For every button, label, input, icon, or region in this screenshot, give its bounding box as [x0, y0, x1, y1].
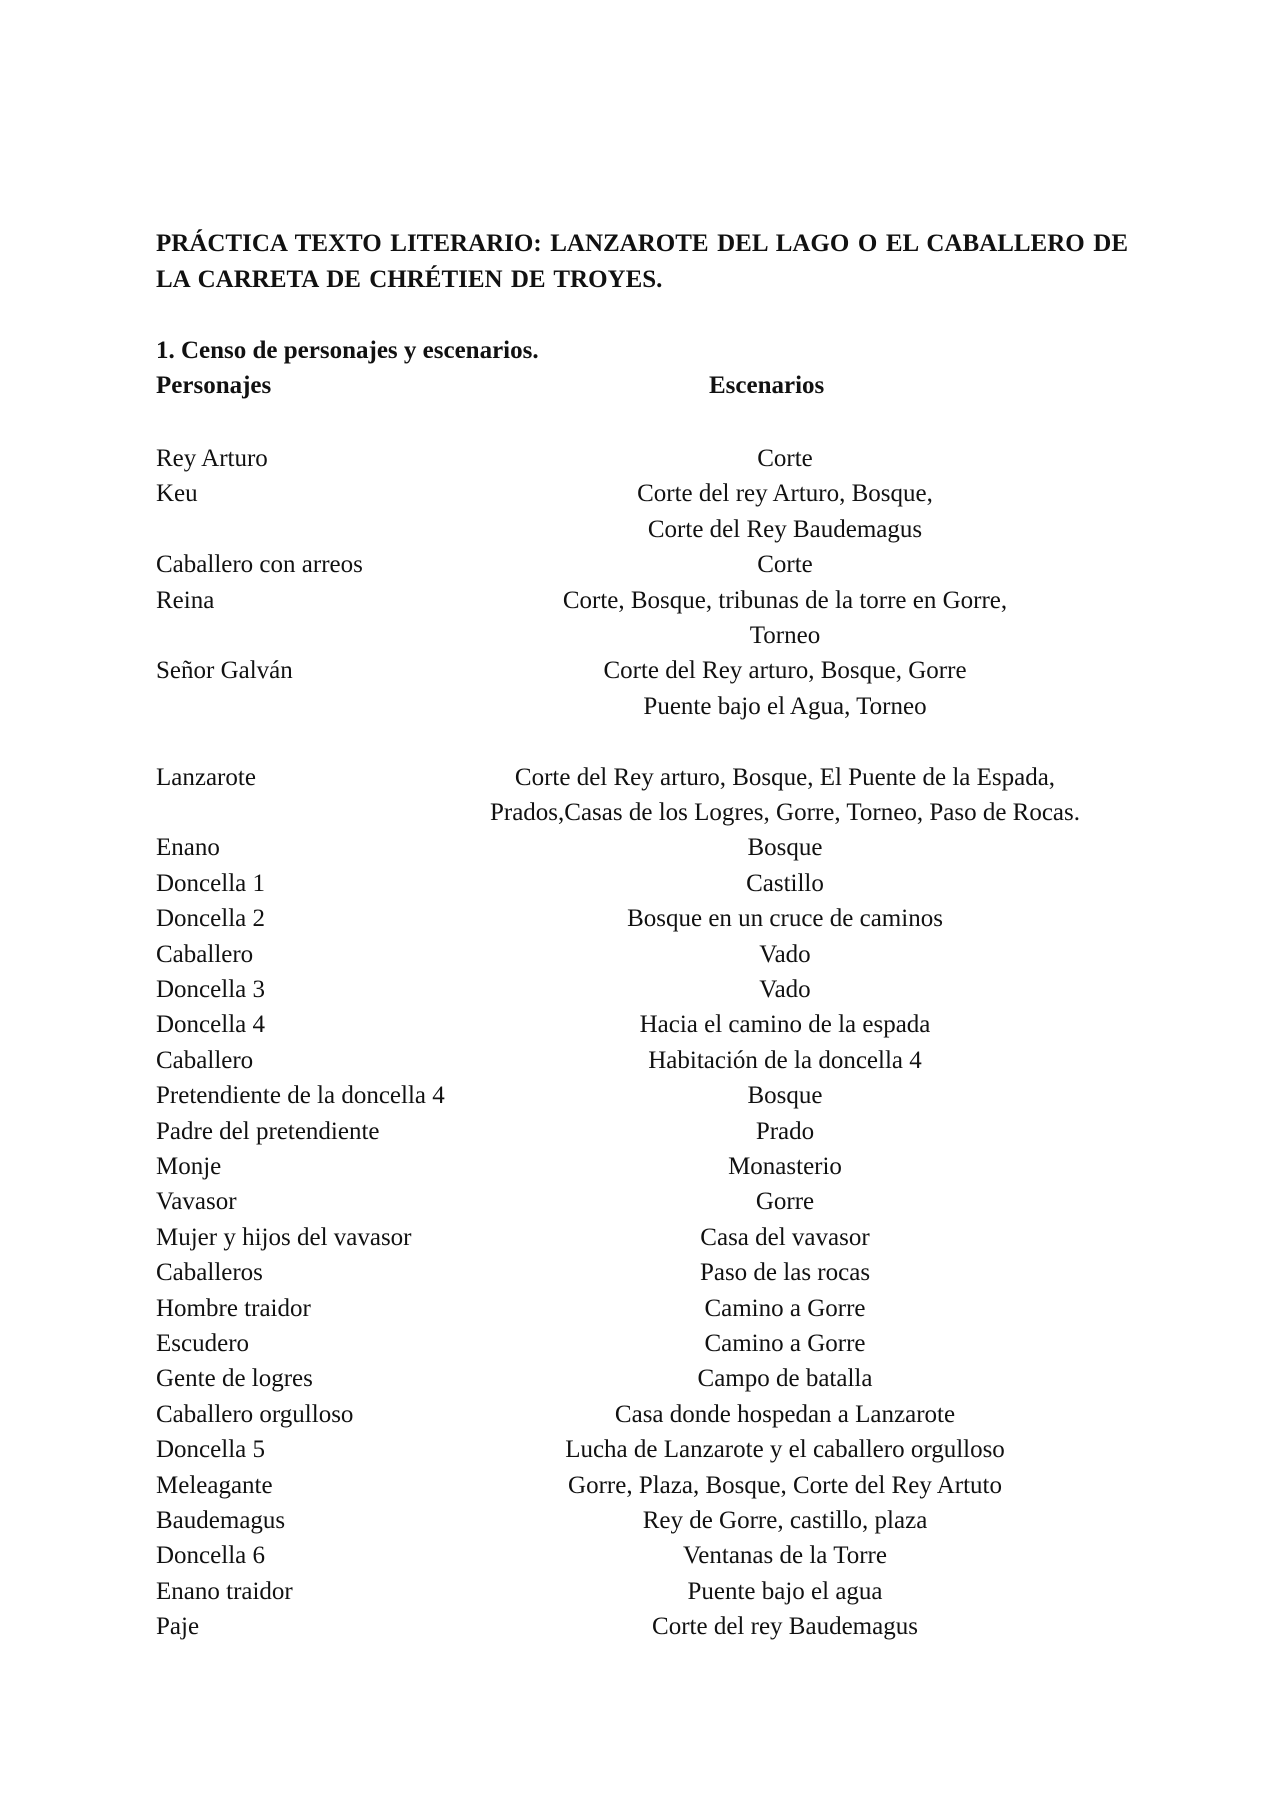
setting-cell	[420, 830, 1150, 865]
setting-line: Habitación de la doncella 4	[648, 1046, 922, 1074]
character-name: Escudero	[156, 1330, 250, 1357]
character-name: Enano traidor	[156, 1577, 293, 1605]
character-name: Caballero orgulloso	[156, 1400, 354, 1428]
setting-line: Corte	[757, 551, 813, 579]
setting-line: Corte, Bosque, tribunas de la torre en Gorre,	[562, 586, 1008, 614]
setting-line: Prado	[755, 1117, 815, 1145]
setting-line: Ventanas de la Torre	[683, 1542, 887, 1570]
setting-line: Campo de batalla	[697, 1365, 873, 1393]
character-name: Doncella 3	[156, 976, 265, 1003]
character-name: Doncella 6	[156, 1542, 265, 1570]
setting-line: Hacia el camino de la espada	[639, 1011, 931, 1039]
character-name: Doncella 2	[156, 905, 265, 933]
setting-line: Puente bajo el agua	[687, 1577, 883, 1605]
setting-line: Vado	[759, 976, 811, 1003]
setting-line: Corte del rey Baudemagus	[652, 1613, 918, 1641]
character-name: Baudemagus	[156, 1507, 286, 1534]
setting-cell	[420, 866, 1150, 901]
character-name: Gente de logres	[156, 1365, 313, 1393]
character-name: Reina	[156, 586, 215, 614]
character-name: Caballero	[156, 940, 254, 968]
document-title: PRÁCTICA TEXTO LITERARIO: LANZAROTE DEL LAGO O EL CABALLERO DE LA CARRETA DE CHRÉTIEN DE TROYES.	[156, 230, 1128, 293]
column-header-characters: Personajes	[156, 372, 272, 399]
setting-cell	[420, 653, 1150, 724]
setting-cell	[420, 1397, 1150, 1432]
setting-line: Casa del vavasor	[700, 1223, 870, 1251]
setting-cell	[420, 937, 1150, 972]
character-name: Meleagante	[156, 1471, 273, 1499]
character-name: Monje	[156, 1153, 222, 1180]
character-name: Lanzarote	[156, 763, 256, 791]
setting-cell	[420, 1574, 1150, 1609]
setting-line: Casa donde hospedan a Lanzarote	[614, 1400, 956, 1428]
setting-line: Bosque	[747, 834, 823, 862]
setting-line: Corte del rey Arturo, Bosque,	[637, 480, 933, 508]
setting-line: Gorre, Plaza, Bosque, Corte del Rey Artuto	[568, 1471, 1002, 1499]
setting-cell	[420, 1149, 1150, 1184]
setting-cell	[420, 760, 1150, 831]
setting-line: Monasterio	[728, 1153, 842, 1180]
setting-cell	[420, 1007, 1150, 1042]
setting-cell	[420, 1361, 1150, 1396]
setting-cell	[420, 1503, 1150, 1538]
setting-cell	[420, 441, 1150, 476]
character-name: Enano	[156, 834, 220, 862]
setting-cell	[420, 972, 1150, 1007]
setting-cell	[420, 1184, 1150, 1219]
setting-cell	[420, 1432, 1150, 1467]
setting-cell	[420, 1291, 1150, 1326]
character-name: Caballeros	[156, 1259, 263, 1287]
character-name: Doncella 4	[156, 1011, 265, 1039]
setting-line: Castillo	[746, 869, 824, 897]
setting-line: Torneo	[749, 622, 821, 649]
character-name: Señor Galván	[156, 657, 293, 685]
character-name: Doncella 1	[156, 869, 265, 897]
character-name: Caballero con arreos	[156, 551, 363, 579]
setting-cell	[420, 583, 1150, 654]
character-name: Caballero	[156, 1046, 254, 1074]
setting-line: Lucha de Lanzarote y el caballero orgulloso	[565, 1436, 1005, 1464]
setting-cell	[420, 1220, 1150, 1255]
setting-line: Corte del Rey arturo, Bosque, El Puente de la Espada,	[514, 763, 1056, 791]
setting-line: Puente bajo el Agua, Torneo	[643, 692, 927, 720]
setting-line: Corte	[757, 445, 813, 472]
setting-line: Camino a Gorre	[704, 1330, 866, 1357]
character-name: Paje	[156, 1613, 200, 1641]
character-name: Pretendiente de la doncella 4	[156, 1082, 445, 1110]
setting-line: Camino a Gorre	[704, 1294, 866, 1322]
setting-cell	[420, 1326, 1150, 1361]
setting-line: Prados,Casas de los Logres, Gorre, Torneo, Paso de Rocas.	[489, 799, 1081, 826]
setting-cell	[420, 1538, 1150, 1573]
setting-cell	[420, 901, 1150, 936]
character-name: Doncella 5	[156, 1436, 265, 1464]
setting-line: Corte del Rey Baudemagus	[647, 515, 923, 543]
character-name: Vavasor	[156, 1188, 237, 1216]
setting-cell	[420, 1043, 1150, 1078]
setting-line: Bosque en un cruce de caminos	[627, 905, 943, 933]
setting-line: Gorre	[755, 1188, 815, 1216]
setting-line: Paso de las rocas	[699, 1259, 871, 1287]
setting-line: Corte del Rey arturo, Bosque, Gorre	[603, 657, 967, 685]
character-name: Padre del pretendiente	[156, 1117, 380, 1145]
setting-line: Vado	[759, 940, 811, 968]
setting-cell	[420, 547, 1150, 582]
column-header-settings: Escenarios	[709, 372, 825, 399]
section-heading: 1. Censo de personajes y escenarios.	[156, 337, 539, 364]
setting-cell	[420, 1255, 1150, 1290]
setting-line: Bosque	[747, 1082, 823, 1110]
setting-cell	[420, 1468, 1150, 1503]
setting-cell	[420, 476, 1150, 547]
setting-cell	[420, 1609, 1150, 1644]
setting-line: Rey de Gorre, castillo, plaza	[642, 1507, 928, 1534]
character-name: Rey Arturo	[156, 445, 268, 472]
setting-cell	[420, 1078, 1150, 1113]
character-name: Keu	[156, 480, 198, 508]
setting-cell	[420, 1114, 1150, 1149]
character-name: Mujer y hijos del vavasor	[156, 1223, 412, 1251]
character-name: Hombre traidor	[156, 1294, 311, 1322]
